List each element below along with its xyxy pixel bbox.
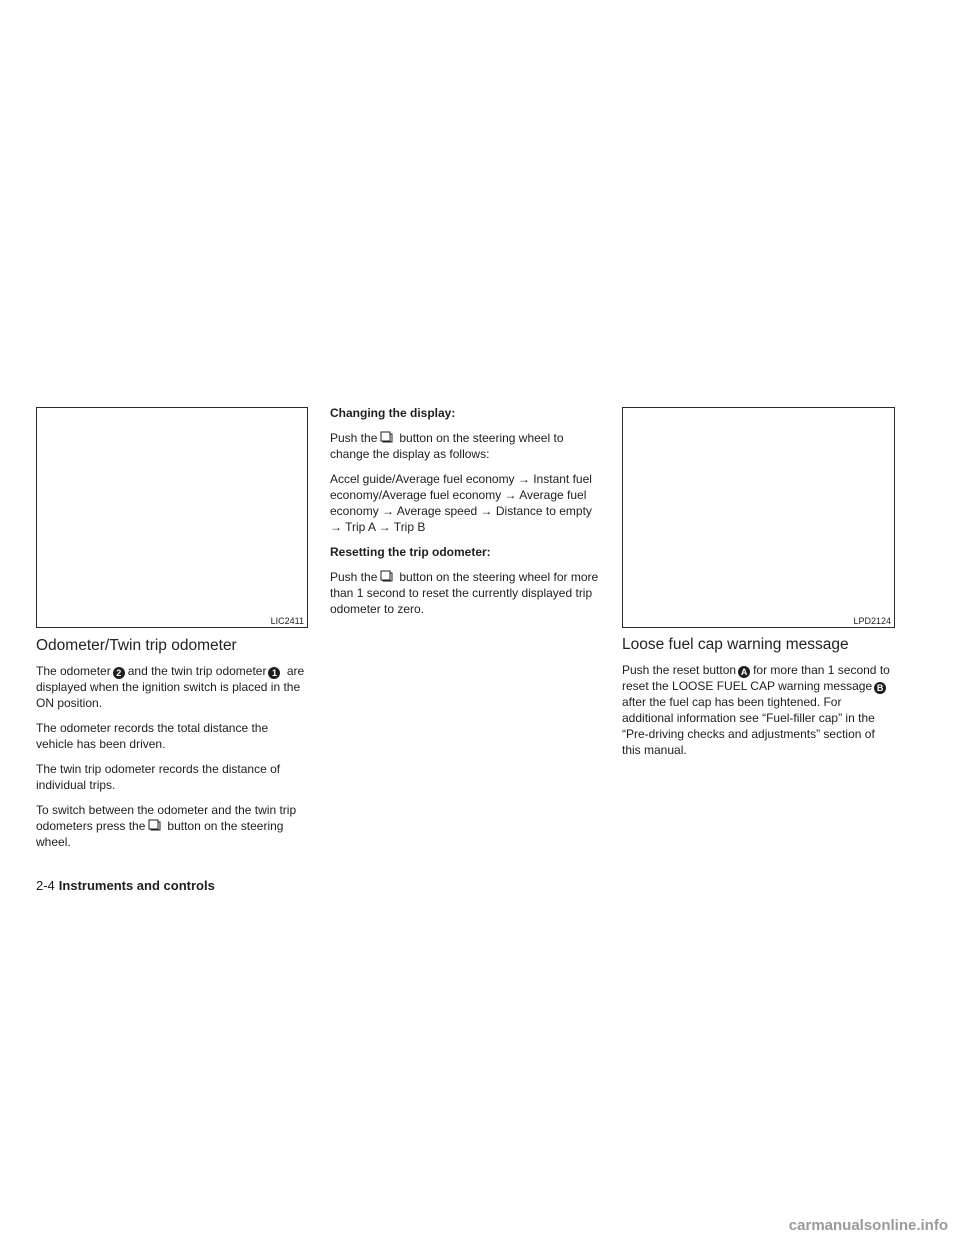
callout-1-icon: 1: [268, 667, 280, 679]
display-sequence-paragraph: Accel guide/Average fuel economy → Instant fuel economy/Average fuel economy → Average fuel economy → Average speed → Distance to empty → Trip A → Trip B: [330, 472, 592, 534]
fuel-cap-heading: Loose fuel cap warning message: [622, 636, 849, 653]
changing-display-subheading: Changing the display:: [330, 406, 456, 420]
fuel-cap-paragraph: Push the reset button A for more than 1 second to reset the LOOSE FUEL CAP warning message Bafter the fuel cap has been tightened. For additional information see “Fuel-filler cap” in the “Pre-driving checks and adjustments” section of this manual.: [622, 663, 890, 757]
odometer-paragraph-1: The odometer 2 and the twin trip odometer 1 are displayed when the ignition switch is placed in the ON position.: [36, 664, 305, 710]
middle-column: [330, 405, 602, 626]
resetting-trip-paragraph: Push the button on the steering wheel for more than 1 second to reset the currently displayed trip odometer to zero.: [330, 570, 599, 616]
odometer-paragraph-2: The odometer records the total distance the vehicle has been driven.: [36, 721, 269, 751]
right-figure-code: LPD2124: [853, 616, 891, 626]
watermark: carmanualsonline.info: [788, 1217, 948, 1234]
changing-display-paragraph: Push the button on the steering wheel to change the display as follows:: [330, 431, 564, 461]
display-button-icon: [148, 819, 162, 831]
left-column: [36, 638, 308, 859]
callout-b-icon: B: [874, 682, 886, 694]
odometer-paragraph-3: The twin trip odometer records the distance of individual trips.: [36, 762, 281, 792]
display-button-icon: [380, 431, 394, 443]
page-number: 2-4: [36, 878, 55, 893]
resetting-trip-subheading: Resetting the trip odometer:: [330, 545, 491, 559]
callout-a-icon: A: [738, 666, 750, 678]
left-figure: [36, 407, 308, 628]
callout-2-icon: 2: [113, 667, 125, 679]
chapter-title: Instruments and controls: [58, 878, 215, 893]
page-footer: [36, 878, 215, 893]
display-button-icon: [380, 570, 394, 582]
left-figure-code: LIC2411: [270, 616, 304, 626]
odometer-heading: Odometer/Twin trip odometer: [36, 637, 237, 654]
right-column: [622, 637, 895, 767]
odometer-paragraph-4: To switch between the odometer and the twin trip odometers press the button on the steering wheel.: [36, 803, 297, 849]
right-figure: [622, 407, 895, 628]
